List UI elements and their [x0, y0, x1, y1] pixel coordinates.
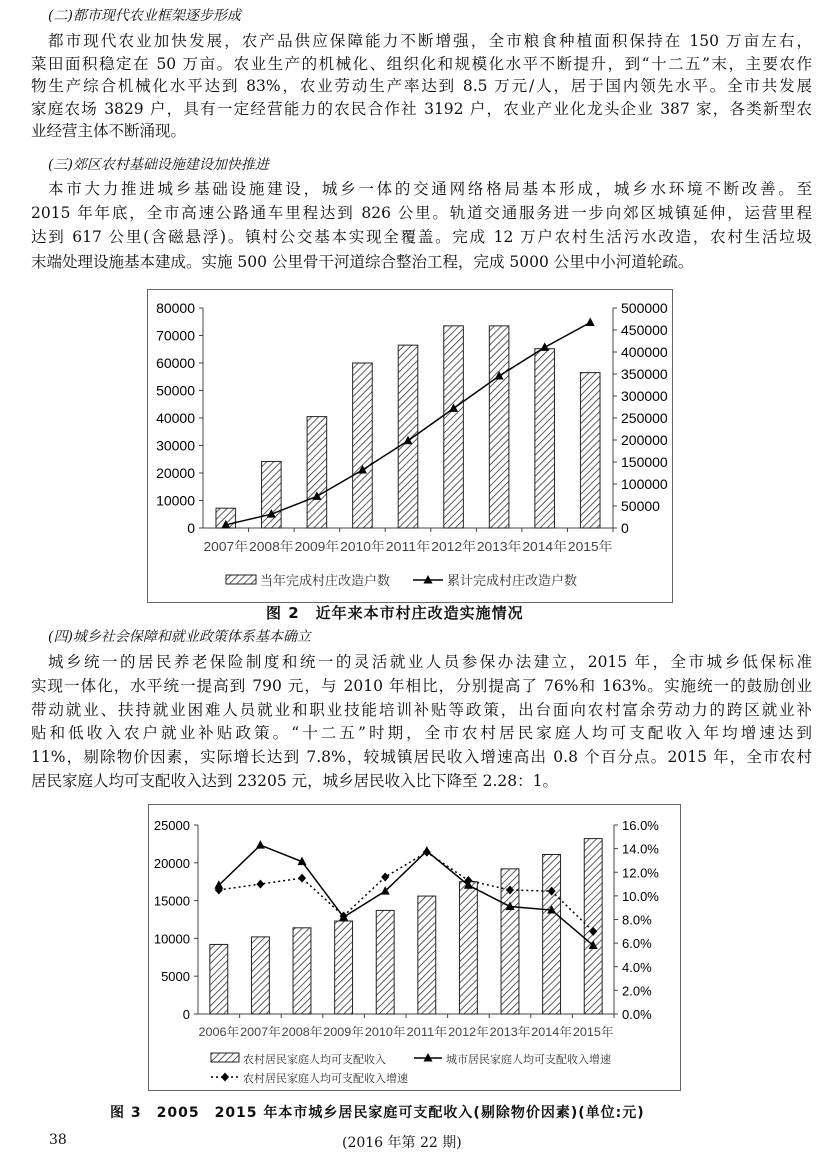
paragraph-line: 末端处理设施基本建成。实施 500 公里骨干河道综合整治工程，完成 5000 公里中小河道轮疏。 — [31, 253, 694, 271]
legend-label: 当年完成村庄改造户数 — [260, 573, 391, 588]
right-tick-label: 450000 — [621, 322, 668, 338]
right-tick-label: 8.0% — [622, 912, 652, 928]
paragraph-line: 11%，剔除物价因素，实际增长达到 7.8%，较城镇居民收入增速高出 0.8 个百分点。2015 年，全市农村 — [31, 748, 812, 766]
right-tick-label: 4.0% — [622, 959, 652, 975]
triangle-marker — [586, 317, 595, 326]
x-tick-label: 2013年 — [489, 1025, 529, 1039]
x-tick-label: 2012年 — [448, 1025, 487, 1039]
legend-swatch-bar — [226, 575, 256, 584]
x-tick-label: 2007年 — [203, 539, 249, 554]
bar — [376, 910, 394, 1014]
right-tick-label: 400000 — [621, 344, 668, 360]
paragraph-line: 达到 617 公里(含磁悬浮)。镇村公交基本实现全覆盖。完成 12 万户农村生活污水改造，农村生活垃圾 — [31, 228, 812, 246]
section-heading: (三)郊区农村基础设施建设加快推进 — [48, 157, 269, 173]
right-tick-label: 50000 — [621, 498, 660, 514]
right-tick-label: 14.0% — [622, 841, 659, 857]
x-tick-label: 2010年 — [340, 539, 385, 554]
right-tick-label: 350000 — [621, 366, 668, 382]
left-tick-label: 70000 — [156, 327, 195, 344]
page-number: 38 — [49, 1132, 67, 1148]
triangle-marker — [256, 840, 265, 849]
x-tick-label: 2011年 — [385, 539, 431, 554]
right-tick-label: 250000 — [621, 410, 668, 426]
rural-growth-line — [219, 852, 593, 931]
chart-village-renovation — [147, 289, 673, 603]
bar — [543, 854, 561, 1014]
x-tick-label: 2012年 — [431, 539, 476, 554]
left-tick-label: 80000 — [156, 300, 195, 316]
right-tick-label: 6.0% — [622, 936, 652, 952]
legend-marker — [221, 1073, 229, 1082]
section-heading: (二)都市现代农业框架逐步形成 — [48, 8, 241, 24]
bar — [459, 882, 477, 1014]
x-tick-label: 2011年 — [406, 1025, 445, 1039]
right-tick-label: 10.0% — [622, 888, 659, 904]
figure-caption: 图 2 近年来本市村庄改造实施情况 — [266, 604, 524, 622]
right-tick-label: 0.0% — [622, 1007, 652, 1022]
left-tick-label: 15000 — [153, 893, 190, 909]
bar — [307, 417, 327, 528]
left-tick-label: 30000 — [156, 437, 195, 454]
right-tick-label: 100000 — [621, 476, 668, 492]
right-tick-label: 12.0% — [622, 865, 659, 881]
right-tick-label: 0 — [621, 520, 629, 536]
paragraph-line: 实现一体化，水平统一提高到 790 元，与 2010 年相比，分别提高了 76%和 163%。实施统一的鼓励创业 — [31, 677, 812, 695]
right-tick-label: 300000 — [621, 388, 668, 404]
x-tick-label: 2008年 — [249, 539, 294, 554]
legend-label: 城市居民家庭人均可支配收入增速 — [446, 1054, 611, 1066]
bar — [418, 896, 436, 1014]
bar — [293, 928, 311, 1014]
bar — [580, 373, 600, 528]
paragraph-line: 城乡统一的居民养老保险制度和统一的灵活就业人员参保办法建立，2015 年，全市城乡低保标准 — [48, 653, 812, 671]
x-tick-label: 2007年 — [240, 1025, 279, 1039]
diamond-marker — [381, 872, 389, 881]
left-tick-label: 5000 — [161, 969, 190, 985]
left-tick-label: 20000 — [153, 855, 190, 871]
bar — [489, 326, 509, 528]
paragraph-line: 业经营主体不断涌现。 — [31, 122, 187, 140]
legend-swatch-bar — [211, 1053, 239, 1062]
paragraph-line: 物生产综合机械化水平达到 83%，农业劳动生产率达到 8.5 万元/人，居于国内领先水平。全市共发展 — [31, 77, 812, 95]
paragraph-line: 菜田面积稳定在 50 万亩。农业生产的机械化、组织化和规模化水平不断提升，到“十二五”末，主要农作 — [31, 55, 812, 73]
paragraph-line: 2015 年年底，全市高速公路通车里程达到 826 公里。轨道交通服务进一步向郊区城镇延伸，运营里程 — [31, 204, 812, 222]
right-tick-label: 2.0% — [622, 983, 652, 999]
paragraph-line: 带动就业、扶持就业困难人员就业和职业技能培训补贴等政策，出台面向农村富余劳动力的跨区就业补 — [31, 701, 812, 719]
bar — [262, 461, 282, 528]
bar — [335, 921, 353, 1014]
right-tick-label: 16.0% — [622, 818, 659, 833]
chart-svg — [148, 290, 672, 602]
figure-caption: 图 3 2005 2015 年本市城乡居民家庭可支配收入(剔除物价因素)(单位:元) — [110, 1105, 645, 1121]
x-tick-label: 2006年 — [198, 1025, 238, 1039]
left-tick-label: 0 — [187, 520, 195, 536]
issue-label: (2016 年第 22 期) — [342, 1135, 462, 1151]
right-tick-label: 500000 — [621, 300, 668, 316]
diamond-marker — [423, 848, 431, 857]
right-tick-label: 150000 — [621, 454, 668, 470]
legend-label: 累计完成村庄改造户数 — [447, 573, 578, 588]
left-tick-label: 10000 — [153, 931, 190, 947]
section-heading: (四)城乡社会保障和就业政策体系基本确立 — [48, 629, 311, 645]
chart-income — [148, 804, 681, 1091]
bar — [444, 326, 464, 528]
bar — [353, 363, 373, 528]
left-tick-label: 10000 — [156, 492, 195, 509]
left-tick-label: 40000 — [156, 410, 195, 426]
left-tick-label: 60000 — [156, 355, 195, 371]
paragraph-line: 都市现代农业加快发展，农产品供应保障能力不断增强，全市粮食种植面积保持在 150 万亩左右， — [48, 32, 812, 50]
left-tick-label: 25000 — [153, 818, 190, 833]
x-tick-label: 2013年 — [476, 539, 522, 554]
x-tick-label: 2015年 — [567, 539, 613, 554]
x-tick-label: 2009年 — [323, 1025, 363, 1039]
triangle-marker — [540, 342, 549, 351]
paragraph-line: 本市大力推进城乡基础设施建设，城乡一体的交通网络格局基本形成，城乡水环境不断改善。至 — [48, 180, 812, 198]
x-tick-label: 2008年 — [281, 1025, 321, 1039]
left-tick-label: 20000 — [156, 465, 195, 481]
paragraph-line: 居民家庭人均可支配收入达到 23205 元，城乡居民收入比下降至 2.28：1。 — [31, 772, 558, 790]
bar — [535, 349, 555, 528]
x-tick-label: 2014年 — [531, 1025, 571, 1039]
legend-label: 农村居民家庭人均可支配收入 — [243, 1054, 386, 1066]
bar — [251, 937, 269, 1014]
series-line — [219, 845, 593, 945]
paragraph-line: 家庭农场 3829 户，具有一定经营能力的农民合作社 3192 户，农业产业化龙头企业 387 家，各类新型农 — [31, 100, 812, 118]
left-tick-label: 50000 — [156, 382, 195, 399]
diamond-marker — [256, 880, 264, 889]
left-tick-label: 0 — [182, 1007, 190, 1022]
right-tick-label: 200000 — [621, 432, 668, 448]
x-tick-label: 2014年 — [522, 539, 567, 554]
x-tick-label: 2010年 — [364, 1025, 404, 1039]
chart-svg — [149, 805, 680, 1090]
legend-label: 农村居民家庭人均可支配收入增速 — [243, 1073, 408, 1085]
paragraph-line: 贴和低收入农户就业补贴政策。“十二五”时期，全市农村居民家庭人均可支配收入年均增速达到 — [31, 724, 812, 742]
x-tick-label: 2009年 — [294, 539, 340, 554]
x-tick-label: 2015年 — [572, 1025, 612, 1039]
bar — [210, 944, 228, 1014]
diamond-marker — [298, 874, 306, 883]
